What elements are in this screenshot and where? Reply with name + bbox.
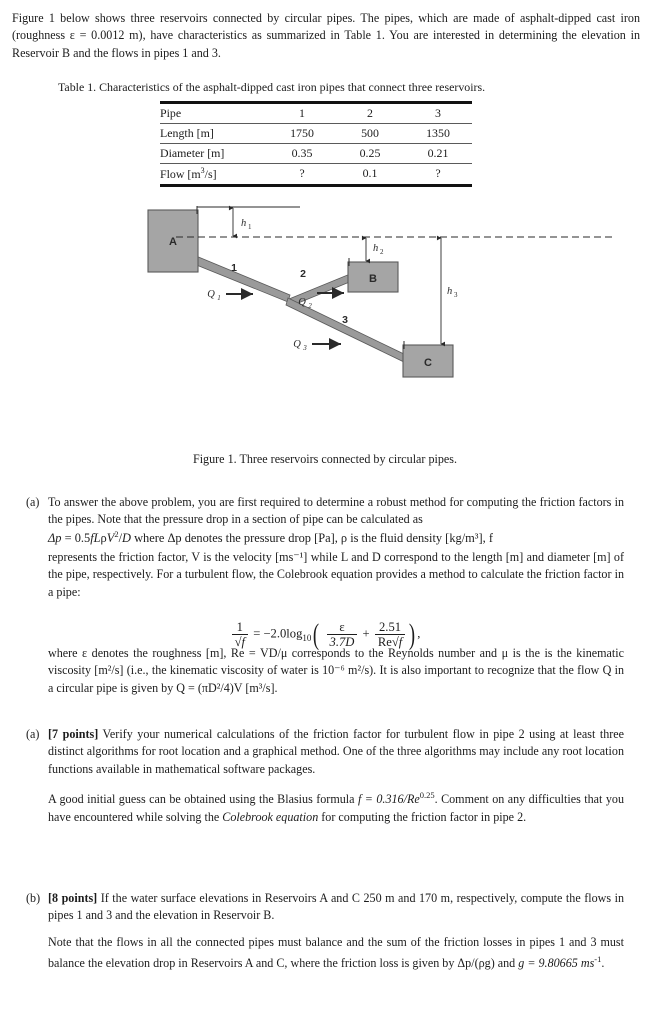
- colebrook-term1-fraction: [327, 620, 358, 649]
- item-b-text-2-post: .: [601, 956, 605, 971]
- table-row: [160, 144, 472, 164]
- item-a2-text-2-mid: . Comment on any difficulties that you have encountered while solving the: [48, 792, 624, 824]
- eq-dp-rho: ρ: [100, 531, 107, 546]
- item-b-paragraph-1: [48, 890, 624, 925]
- gravity-exponent: -1: [594, 954, 602, 965]
- height-3-label: [447, 286, 458, 299]
- row-label-flow-sup: 3: [200, 166, 205, 175]
- eq-dp-trailing: where Δp denotes the pressure drop [Pa], ρ is the fluid density [kg/m³], f: [134, 531, 493, 546]
- colebrook-term2-num: 2.51: [379, 620, 402, 634]
- cell-flow-2: 0.1: [336, 164, 404, 186]
- height-1-label: [241, 218, 252, 231]
- item-a2-text-1: Verify your numerical calculations of the friction factor for turbulent flow in pipe 2 using at least three distinct algorithms for root location and a graphical method. One of the three algorithms may include any root location functions available in mathematical software packages.: [48, 727, 625, 776]
- colebrook-term1-num: ε: [339, 620, 345, 634]
- reservoir-c-label: C: [424, 357, 432, 369]
- colebrook-lhs-den: [232, 634, 248, 649]
- colebrook-reynolds: Re: [377, 635, 392, 650]
- cell-length-3: 1350: [404, 124, 472, 144]
- pipe-2-label: 2: [300, 268, 306, 280]
- colebrook-equation-emphasis: Colebrook equation: [222, 809, 319, 824]
- eq-dp-coef: 0.5: [74, 531, 91, 546]
- svg-text:h: h: [373, 243, 379, 254]
- cell-diameter-2: 0.25: [336, 144, 404, 164]
- eq-dp-equals: =: [64, 531, 72, 546]
- eq-dp-V: V: [106, 531, 115, 546]
- cell-diameter-3: 0.21: [404, 144, 472, 164]
- colebrook-term2-den: [375, 634, 405, 649]
- colebrook-lhs-num: 1: [236, 620, 243, 634]
- figure-caption: Figure 1. Three reservoirs connected by circular pipes.: [192, 452, 458, 466]
- svg-text:1: 1: [217, 294, 221, 302]
- eq-dp-f: f: [90, 531, 94, 546]
- svg-text:h: h: [241, 218, 247, 229]
- svg-text:3: 3: [303, 344, 307, 352]
- item-a2-text-2-pre: A good initial guess can be obtained using the Blasius formula: [48, 792, 358, 807]
- row-label-length: Length [m]: [160, 124, 268, 144]
- colebrook-term1-den: 3.7D: [327, 634, 358, 649]
- pipe-1-label: 1: [231, 262, 237, 274]
- table-row: [160, 124, 472, 144]
- right-paren-icon: ): [409, 618, 416, 652]
- height-2-label: [373, 243, 384, 256]
- eq-dp-L: L: [93, 531, 101, 546]
- colebrook-coefficient: −2.0log: [263, 626, 303, 641]
- colebrook-lhs-fraction: [232, 620, 248, 649]
- item-b-text-1: If the water surface elevations in Reservoirs A and C 250 m and 170 m, respectively, compute the flows in pipes 1 and 3 and the elevation in Reservoir B.: [48, 891, 624, 923]
- svg-text:Q: Q: [207, 289, 215, 300]
- item-a-intro-text: To answer the above problem, you are first required to determine a robust method for computing the friction factors in the pipes. Note that the pressure drop in a section of pipe can be calculated as: [48, 495, 624, 527]
- colebrook-term2-fraction: [375, 620, 405, 649]
- radical-icon: √: [234, 635, 242, 650]
- svg-text:3: 3: [454, 291, 458, 299]
- item-a-marker: (a): [26, 495, 40, 509]
- eq-dp-lhs: Δp: [48, 531, 62, 546]
- table-row: [160, 164, 472, 186]
- flow-3-label: [293, 339, 307, 352]
- colebrook-equals: =: [253, 626, 261, 641]
- three-reservoir-figure: [0, 192, 650, 407]
- reservoir-b-label: B: [369, 273, 377, 285]
- item-b-text-2-pre: Note that the flows in all the connected pipes must balance and the sum of the friction losses in pipes 1 and 3 must balance the elevation drop in Reservoirs A and C, where the friction loss is given by Δp/(ρg) and: [48, 934, 624, 971]
- item-a2-marker: (a): [26, 727, 40, 741]
- cell-length-2: 500: [336, 124, 404, 144]
- colebrook-equation: [0, 618, 650, 652]
- pipe-characteristics-table: [160, 101, 472, 187]
- svg-text:2: 2: [380, 248, 384, 256]
- item-b-eight-points: [26, 890, 624, 973]
- blasius-formula: f = 0.316/Re: [357, 792, 420, 807]
- table-header-col-1: 1: [268, 103, 336, 124]
- table-header-col-3: 3: [404, 103, 472, 124]
- gravity-constant: g = 9.80665 ms: [518, 956, 595, 971]
- cell-flow-1: ?: [268, 164, 336, 186]
- colebrook-log-base: 10: [302, 633, 312, 643]
- eq-dp-V-exp: 2: [114, 529, 119, 539]
- pipe-3-label: 3: [342, 314, 348, 326]
- reservoir-a-label: A: [169, 236, 177, 248]
- item-a2-text-2-post: for computing the friction factor in pipe 2.: [318, 809, 527, 824]
- colebrook-term2-f: f: [398, 635, 403, 650]
- flow-1-label: [207, 289, 221, 302]
- svg-text:Q: Q: [293, 339, 301, 350]
- radical-icon: √: [391, 635, 399, 650]
- row-label-flow-tail: /s]: [204, 166, 217, 181]
- colebrook-tail: ,: [417, 626, 421, 641]
- svg-text:2: 2: [308, 302, 312, 310]
- cell-flow-3: ?: [404, 164, 472, 186]
- eq-dp-D: D: [122, 531, 131, 546]
- intro-paragraph: Figure 1 below shows three reservoirs connected by circular pipes. The pipes, which are made of asphalt-dipped cast iron (roughness ε = 0.0012 m), have characteristics as summarized in Table 1. You are interested in determining the elevation in Reservoir B and the flows in pipes 1 and 3.: [12, 11, 640, 60]
- row-label-flow-text: Flow [m: [160, 166, 201, 181]
- table-caption: Table 1. Characteristics of the asphalt-dipped cast iron pipes that connect three reservoirs.: [58, 80, 486, 94]
- left-paren-icon: (: [313, 618, 320, 652]
- svg-text:Q: Q: [298, 297, 306, 308]
- table-header-row: [160, 103, 472, 124]
- colebrook-lhs-f: f: [241, 635, 246, 650]
- cell-length-1: 1750: [268, 124, 336, 144]
- item-a2-points-badge: [7 points]: [48, 727, 99, 741]
- item-b-paragraph-2: [48, 934, 624, 973]
- pressure-drop-equation: [0, 529, 650, 546]
- svg-text:1: 1: [248, 223, 252, 231]
- item-a-middle-text: represents the friction factor, V is the velocity [ms⁻¹] while L and D correspond to the length [m] and diameter [m] of the pipe, respectively. For a turbulent flow, the Colebrook equation provides a method to calculate the friction factor in a pipe:: [48, 549, 624, 599]
- item-a2-paragraph-2: [48, 787, 624, 826]
- cell-diameter-1: 0.35: [268, 144, 336, 164]
- table-header-label: Pipe: [160, 103, 268, 124]
- item-a-after-text: where ε denotes the roughness [m], Re = VD/μ corresponds to the Reynolds number and μ is the is the kinematic viscosity [m²/s] (i.e., the kinematic viscosity of water is 10⁻⁶ m²/s). It is also important to recognize that the flow Q in a circular pipe is given by Q = (πD²/4)V [m³/s].: [48, 646, 624, 695]
- eq-dp-divide: /: [118, 531, 123, 546]
- item-b-marker: (b): [26, 891, 41, 905]
- item-a-first: [26, 494, 624, 697]
- row-label-diameter: Diameter [m]: [160, 144, 268, 164]
- item-b-points-badge: [8 points]: [48, 891, 98, 905]
- row-label-flow: [160, 164, 268, 186]
- colebrook-operator: +: [362, 626, 370, 641]
- blasius-exponent: 0.25: [419, 790, 435, 801]
- item-a2-paragraph-1: [48, 726, 624, 778]
- item-a-seven-points: [26, 726, 624, 826]
- svg-text:h: h: [447, 286, 453, 297]
- table-header-col-2: 2: [336, 103, 404, 124]
